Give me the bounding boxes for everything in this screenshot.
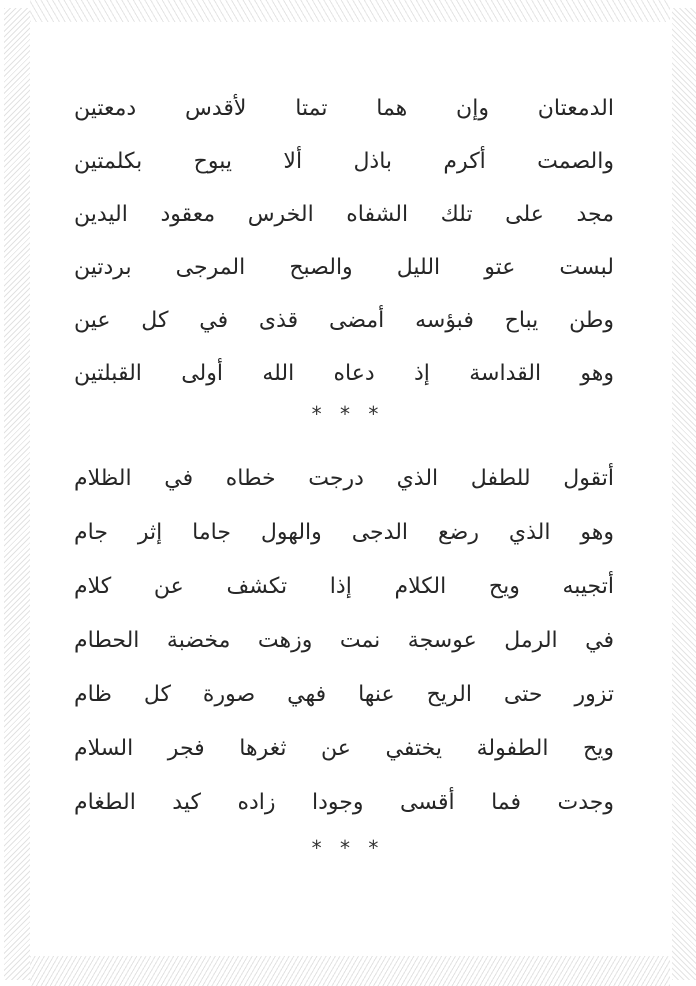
- verse-line: ويح الطفولة يختفي عن ثغرها فجر السلام: [74, 736, 614, 761]
- verse-line: وجدت فما أقسى وجودا زاده كيد الطغام: [74, 790, 614, 815]
- verse-line: لبست عتو الليل والصبح المرجى بردتين: [74, 255, 614, 280]
- verse-line: والصمت أكرم باذل ألا يبوح بكلمتين: [74, 149, 614, 174]
- stanza-separator: * * *: [311, 402, 385, 426]
- verse-line: وهو الذي رضع الدجى والهول جاما إثر جام: [74, 520, 614, 545]
- verse-line: وهو القداسة إذ دعاه الله أولى القبلتين: [74, 361, 614, 386]
- decorative-border-right: [672, 8, 696, 980]
- stanza-2: [74, 452, 614, 830]
- stanza-1: [74, 82, 614, 400]
- verse-line: وطن يباح فبؤسه أمضى قذى في كل عين: [74, 308, 614, 333]
- decorative-border-top: [30, 0, 670, 22]
- verse-line: أتجيبه ويح الكلام إذا تكشف عن كلام: [74, 574, 614, 599]
- verse-line: تزور حتى الريح عنها فهي صورة كل ظام: [74, 682, 614, 707]
- verse-line: مجد على تلك الشفاه الخرس معقود اليدين: [74, 202, 614, 227]
- stanza-separator: * * *: [311, 836, 385, 860]
- verse-line: الدمعتان وإن هما تمتا لأقدس دمعتين: [74, 96, 614, 121]
- decorative-border-bottom: [30, 956, 670, 986]
- verse-line: في الرمل عوسجة نمت وزهت مخضبة الحطام: [74, 628, 614, 653]
- decorative-border-left: [4, 8, 30, 980]
- verse-line: أتقول للطفل الذي درجت خطاه في الظلام: [74, 466, 614, 491]
